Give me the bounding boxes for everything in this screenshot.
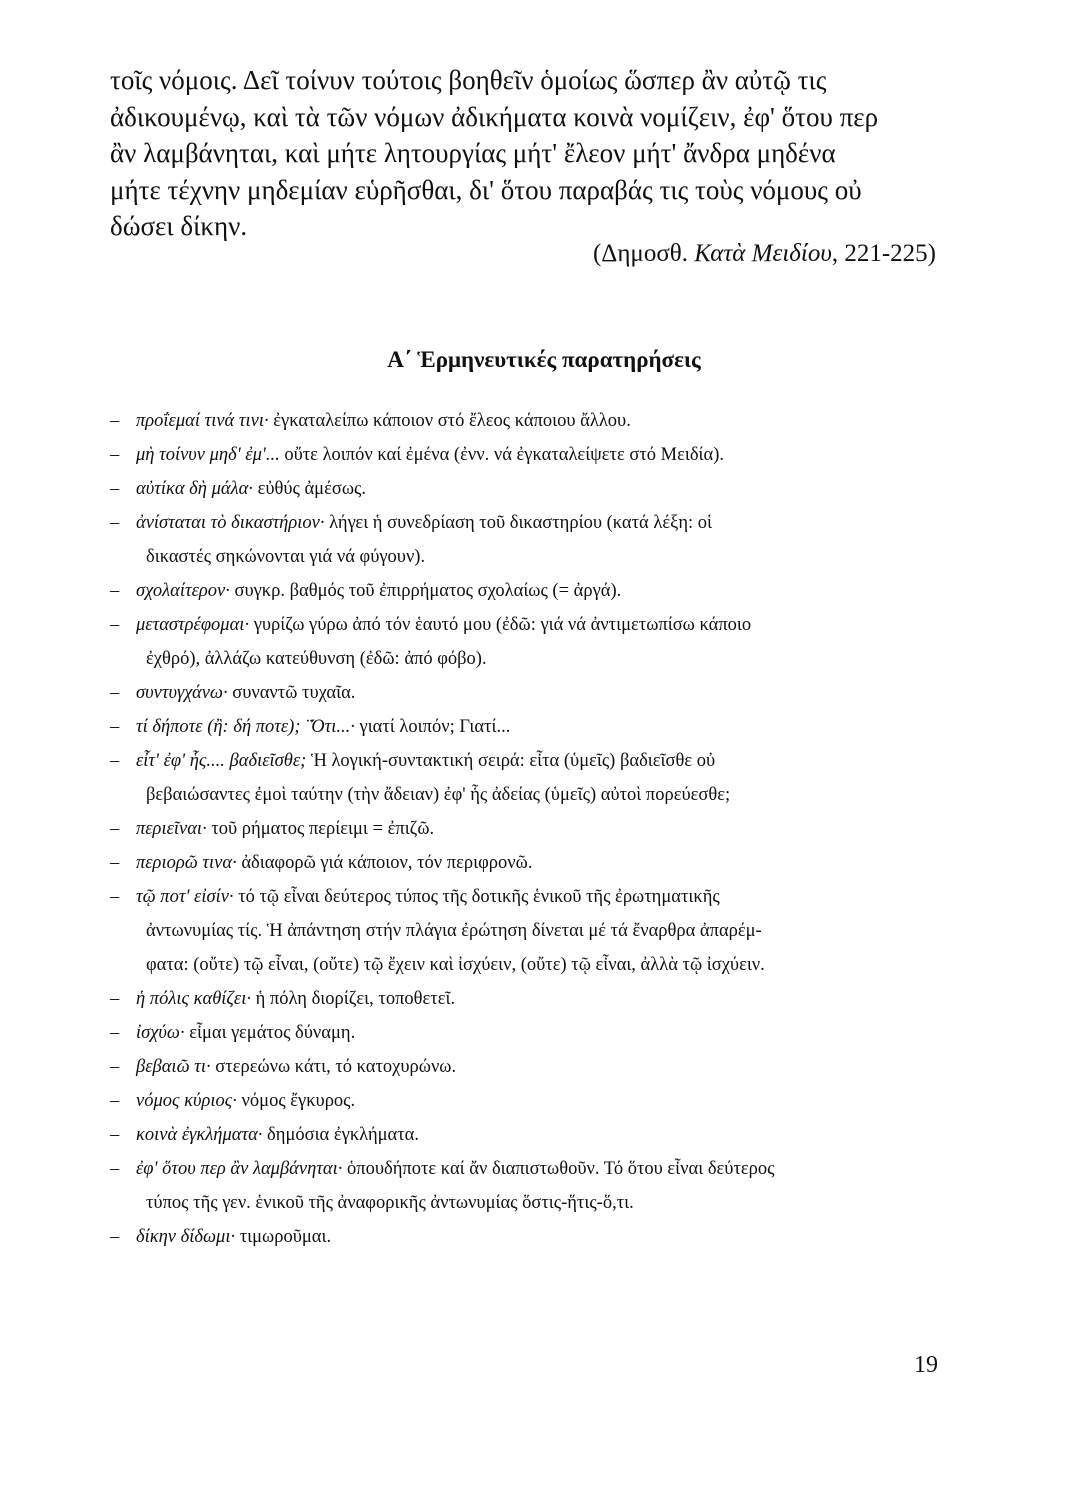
note-definition: ἀδιαφορῶ γιά κάποιον, τόν περιφρονῶ. [236,853,533,873]
note-term: βεβαιῶ τι· [136,1057,211,1077]
note-term: νόμος κύριος· [136,1091,237,1111]
note-term: τί δήποτε (ἢ: δή ποτε); ¨Ότι...· [136,717,355,737]
note-item [110,506,942,574]
note-definition: Ἡ λογική-συντακτική σειρά: εἶτα (ὑμεῖς) βαδιεῖσθε οὐ [306,751,716,771]
note-term: σχολαίτερον· [136,581,230,601]
note-dash: – [110,751,120,771]
notes-list [110,404,942,1254]
note-definition: εἶμαι γεμάτος δύναμη. [184,1023,356,1043]
note-definition: τό τῷ εἶναι δεύτερος τύπος τῆς δοτικῆς ἑνικοῦ τῆς ἐρωτηματικῆς [233,887,720,907]
note-item [110,1016,942,1050]
note-item [110,404,942,438]
note-definition: ἡ πόλη διορίζει, τοποθετεῖ. [250,989,456,1009]
note-item [110,438,942,472]
note-definition: ὁπουδήποτε καί ἄν διαπιστωθοῦν. Τό ὅτου εἶναι δεύτερος [342,1159,775,1179]
note-term: ἀνίσταται τὸ δικαστήριον· [136,513,325,533]
note-term: τῷ ποτ' εἰσίν· [136,887,234,907]
note-dash: – [110,887,120,907]
note-definition: γυρίζω γύρω ἀπό τόν ἑαυτό μου (ἐδῶ: γιά νά ἀντιμετωπίσω κάποιο [249,615,752,635]
note-definition: ἐγκαταλείπω κάποιον στό ἔλεος κάποιου ἄλλου. [268,411,631,431]
note-definition: νόμος ἔγκυρος. [236,1091,356,1111]
note-continuation: φατα: (οὔτε) τῷ εἶναι, (οὔτε) τῷ ἔχειν καὶ ἰσχύειν, (οὔτε) τῷ εἶναι, ἀλλὰ τῷ ἰσχύειν. [146,955,765,975]
note-definition: τιμωροῦμαι. [235,1227,332,1247]
note-dash: – [110,1125,120,1145]
note-dash: – [110,717,120,737]
note-term: ἐφ' ὅτου περ ἂν λαμβάνηται· [136,1159,343,1179]
passage-line: ἀδικουμένῳ, καὶ τὰ τῶν νόμων ἀδικήματα κοινὰ νομίζειν, ἐφ' ὅτου περ [110,101,879,132]
note-definition: γιατί λοιπόν; Γιατί... [354,717,511,737]
note-dash: – [110,853,120,873]
note-dash: – [110,1091,120,1111]
note-item [110,812,942,846]
note-item [110,1152,942,1220]
citation-prefix: (Δημοσθ. [592,240,695,267]
note-definition: συγκρ. βαθμός τοῦ ἐπιρρήματος σχολαίως (= ἀργά). [229,581,622,601]
note-dash: – [110,513,120,533]
note-item [110,1220,942,1254]
passage-line: τοῖς νόμοις. Δεῖ τοίνυν τούτοις βοηθεῖν ὁμοίως ὥσπερ ἂν αὐτῷ τις [110,65,827,95]
note-term: μὴ τοίνυν μηδ' ἐμ'... [136,445,280,465]
note-term: συντυγχάνω· [136,683,228,703]
citation-work: Κατὰ Μειδίου [694,240,832,267]
note-item [110,1050,942,1084]
note-continuation: δικαστές σηκώνονται γιά νά φύγουν). [146,547,426,567]
passage-line: ἂν λαμβάνηται, καὶ μήτε λητουργίας μήτ' ἔλεον μήτ' ἄνδρα μηδένα [110,138,836,168]
note-definition: δημόσια ἐγκλήματα. [262,1125,419,1145]
note-dash: – [110,819,120,839]
note-definition: στερεώνω κάτι, τό κατοχυρώνω. [210,1057,457,1077]
note-dash: – [110,1227,120,1247]
note-item [110,1084,942,1118]
note-definition: οὔτε λοιπόν καί ἐμένα (ἐνν. νά ἐγκαταλείψετε στό Μειδία). [279,445,724,465]
note-continuation: τύπος τῆς γεν. ἑνικοῦ τῆς ἀναφορικῆς ἀντωνυμίας ὅστις-ἥτις-ὅ,τι. [146,1193,634,1213]
note-term: κοινὰ ἐγκλήματα· [136,1125,263,1145]
note-definition: λήγει ἡ συνεδρίαση τοῦ δικαστηρίου (κατά λέξη: οἱ [324,513,713,533]
note-dash: – [110,683,120,703]
greek-passage [110,62,942,245]
note-term: αὐτίκα δὴ μάλα· [136,479,253,499]
note-term: περιορῶ τινα· [136,853,237,873]
note-term: εἶτ' ἐφ' ἧς.... βαδιεῖσθε; [136,751,307,771]
note-dash: – [110,581,120,601]
note-dash: – [110,445,120,465]
note-term: ἰσχύω· [136,1023,185,1043]
note-definition: εὐθύς ἀμέσως. [252,479,366,499]
note-dash: – [110,615,120,635]
note-definition: τοῦ ρήματος περίειμι = ἐπιζῶ. [206,819,435,839]
note-item [110,710,942,744]
page-number: 19 [914,1352,938,1378]
note-dash: – [110,1159,120,1179]
note-term: ἡ πόλις καθίζει· [136,989,251,1009]
note-dash: – [110,1023,120,1043]
note-item [110,574,942,608]
note-continuation: ἐχθρό), ἀλλάζω κατεύθυνση (ἐδῶ: ἀπό φόβο). [146,649,487,669]
note-continuation: βεβαιώσαντες ἐμοὶ ταύτην (τὴν ἄδειαν) ἐφ' ἧς ἀδείας (ὑμεῖς) αὐτοὶ πορεύεσθε; [146,785,731,805]
note-item [110,1118,942,1152]
passage-line: μήτε τέχνην μηδεμίαν εὑρῆσθαι, δι' ὅτου παραβάς τις τοὺς νόμους οὐ [110,174,862,205]
note-dash: – [110,989,120,1009]
note-item [110,608,942,676]
note-continuation: ἀντωνυμίας τίς. Ἡ ἀπάντηση στήν πλάγια ἐρώτηση δίνεται μέ τά ἔναρθρα ἀπαρέμ- [146,921,762,941]
note-item [110,676,942,710]
note-item [110,846,942,880]
note-term: προΐεμαί τινά τινι· [136,411,269,431]
note-term: μεταστρέφομαι· [136,615,250,635]
note-item [110,744,942,812]
note-definition: συναντῶ τυχαῖα. [227,683,356,703]
note-term: περιεῖναι· [136,819,207,839]
citation-suffix: , 221-225) [831,240,936,267]
note-dash: – [110,479,120,499]
note-item [110,472,942,506]
note-item [110,982,942,1016]
note-dash: – [110,411,120,431]
note-term: δίκην δίδωμι· [136,1227,236,1247]
source-citation [593,240,936,268]
note-item [110,880,942,982]
note-dash: – [110,1057,120,1077]
section-heading: Α΄ Ἑρμηνευτικές παρατηρήσεις [387,347,701,372]
passage-line: δώσει δίκην. [110,211,248,241]
